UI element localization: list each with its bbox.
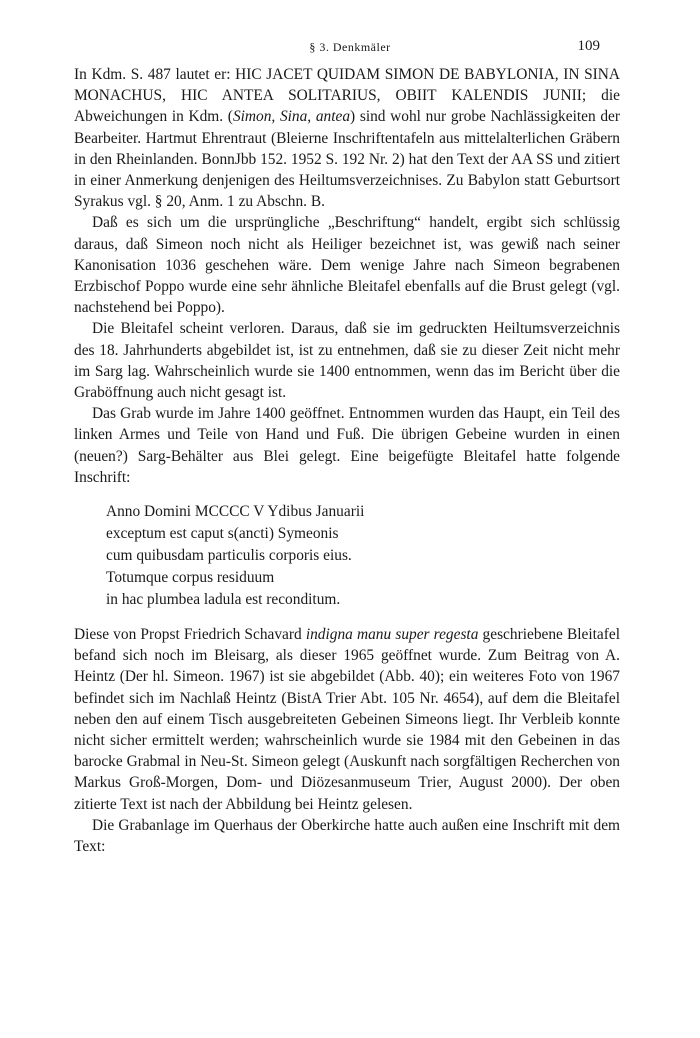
paragraph-1 [74,64,620,212]
paragraph-5-text-a: Diese von Propst Friedrich Schavard [74,626,306,644]
inscription-line-5: in hac plumbea ladula est reconditum. [106,591,341,609]
paragraph-2: Daß es sich um die ursprüngliche „Beschriftung“ handelt, ergibt sich schlüssig daraus, daß Simeon noch nicht als Heiliger bezeichnet ist, was gewiß nach seiner Kanonisation 1036 geschehen wäre. Dem wenige Jahre nach Simeon begrabenen Erzbischof Poppo wurde eine sehr ähnliche Bleitafel ebenfalls auf die Brust gelegt (vgl. nachstehend bei Poppo). [74,214,620,317]
paragraph-1-text-b: ) sind wohl nur grobe Nachlässigkeiten der Bearbeiter. Hartmut Ehrentraut (Bleierne Inschriftentafeln aus mittelalterlichen Gräbern in den Rheinlanden. BonnJbb 152. 1952 S. 192 Nr. 2) hat den Text der AA SS und zitiert in einer Anmerkung denjenigen des Heiltumsverzeichnises. Zu Babylon statt Geburtsort Syrakus vgl. § 20, Anm. 1 zu Abschn. B. [74,108,620,211]
paragraph-5 [74,624,620,815]
paragraph-1-italic: Simon, Sina, antea [232,108,351,126]
body-text [74,64,620,857]
paragraph-1-text-a: In Kdm. S. 487 lautet er: HIC JACET QUIDAM SIMON DE BABYLONIA, IN SINA MONACHUS, HIC ANTEA SOLITARIUS, OBIIT KALENDIS JUNII; die Abweichungen in Kdm. ( [74,66,620,126]
running-title: § 3. Denkmäler [309,40,391,54]
inscription-line-2: exceptum est caput s(ancti) Symeonis [106,525,339,543]
paragraph-5-text-b: geschriebene Bleitafel befand sich noch im Bleisarg, als dieser 1965 geöffnet wurde. Zum Beitrag von A. Heintz (Der hl. Simeon. 1967) ist sie abgebildet (Abb. 40); ein weiteres Foto von 1967 befindet sich im Nachlaß Heintz (BistA Trier Abt. 105 Nr. 4654), auf dem die Bleitafel neben den auf einem Tisch ausgebreiteten Gebeinen Simeons liegt. Ihr Verbleib konnte nicht sicher ermittelt werden; wahrscheinlich wurde sie 1984 mit den Gebeinen in das barocke Grabmal in Neu-St. Simeon gelegt (Auskunft nach sorgfältigen Recherchen von Markus Groß-Morgen, Dom- und Diözesanmuseum Trier, August 2000). Der oben zitierte Text ist nach der Abbildung bei Heintz gelesen. [74,626,620,813]
inscription-block [106,501,620,611]
page-number: 109 [577,38,600,54]
inscription-line-4: Totumque corpus residuum [106,569,275,587]
paragraph-3: Die Bleitafel scheint verloren. Daraus, daß sie im gedruckten Heiltumsverzeichnis des 18. Jahrhunderts abgebildet ist, ist zu entnehmen, daß sie zu dieser Zeit nicht mehr im Sarg lag. Wahrscheinlich wurde sie 1400 entnommen, wenn das im Bericht über die Graböffnung auch nicht gesagt ist. [74,320,620,402]
paragraph-4: Das Grab wurde im Jahre 1400 geöffnet. Entnommen wurden das Haupt, ein Teil des linken Armes und Teile von Hand und Fuß. Die übrigen Gebeine wurden in einen (neuen?) Sarg-Behälter aus Blei gelegt. Eine beigefügte Bleitafel hatte folgende Inschrift: [74,405,620,486]
inscription-line-1: Anno Domini MCCCC V Ydibus Januarii [106,503,365,521]
paragraph-5-italic: indigna manu super regesta [305,626,479,644]
inscription-line-3: cum quibusdam particulis corporis eius. [106,547,352,565]
paragraph-6: Die Grabanlage im Querhaus der Oberkirche hatte auch außen eine Inschrift mit dem Text: [74,816,620,856]
